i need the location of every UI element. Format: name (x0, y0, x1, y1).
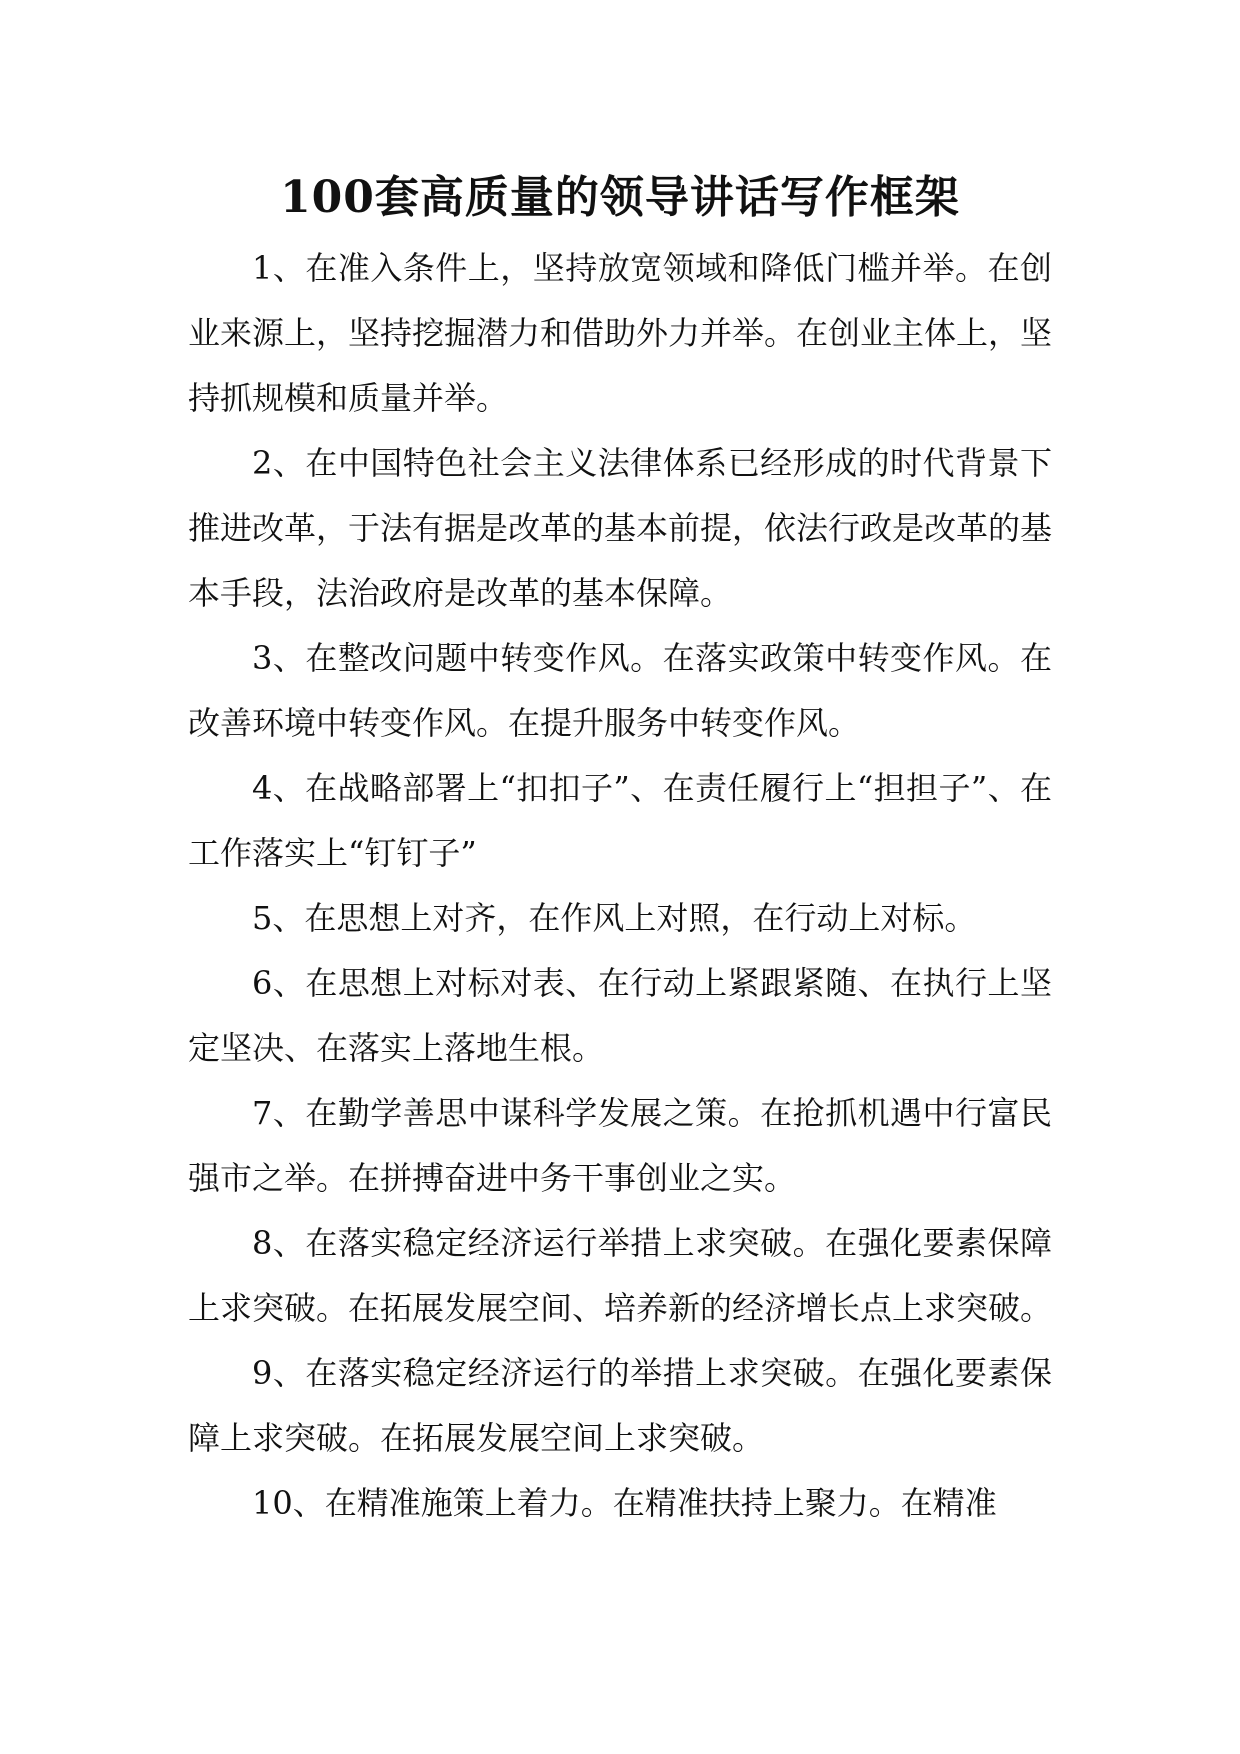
paragraph-6: 6、在思想上对标对表、在行动上紧跟紧随、在执行上坚定坚决、在落实上落地生根。 (188, 964, 1052, 1067)
paragraph-7: 7、在勤学善思中谋科学发展之策。在抢抓机遇中行富民强市之举。在拼搏奋进中务干事创业之实。 (188, 1094, 1052, 1197)
document-body (188, 236, 1052, 1536)
paragraph-3: 3、在整改问题中转变作风。在落实政策中转变作风。在改善环境中转变作风。在提升服务中转变作风。 (188, 639, 1052, 742)
paragraph-8: 8、在落实稳定经济运行举措上求突破。在强化要素保障上求突破。在拓展发展空间、培养新的经济增长点上求突破。 (188, 1224, 1053, 1327)
paragraph-10: 10、在精准施策上着力。在精准扶持上聚力。在精准 (252, 1484, 997, 1522)
document-title: 100套高质量的领导讲话写作框架 (280, 172, 960, 223)
paragraph-4: 4、在战略部署上“扣扣子”、在责任履行上“担担子”、在工作落实上“钉钉子” (188, 769, 1052, 872)
paragraph-1: 1、在准入条件上，坚持放宽领域和降低门槛并举。在创业来源上，坚持挖掘潜力和借助外力并举。在创业主体上，坚持抓规模和质量并举。 (188, 249, 1053, 417)
paragraph-2: 2、在中国特色社会主义法律体系已经形成的时代背景下推进改革，于法有据是改革的基本前提，依法行政是改革的基本手段，法治政府是改革的基本保障。 (188, 444, 1053, 612)
paragraph-5: 5、在思想上对齐，在作风上对照，在行动上对标。 (252, 899, 977, 937)
paragraph-9: 9、在落实稳定经济运行的举措上求突破。在强化要素保障上求突破。在拓展发展空间上求突破。 (188, 1354, 1052, 1457)
